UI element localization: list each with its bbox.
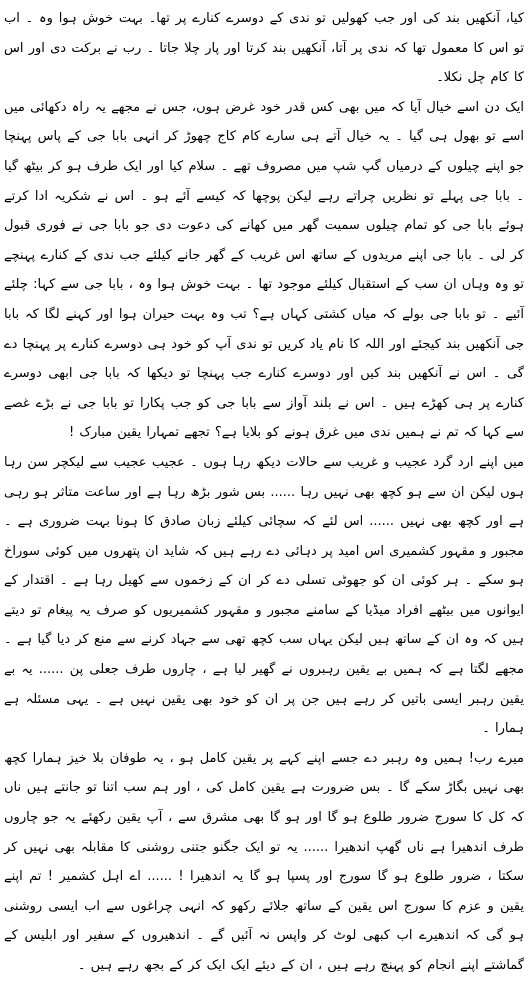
article-body <box>4 4 524 981</box>
paragraph-4: میرے رب! ہمیں وہ رہبر دے جسے اپنے کہے پر یقین کامل ہو ، یہ طوفان بلا خیز ہمارا کچھ بھی نہیں بگاڑ سکے گا ۔ بس ضرورت ہے یقین کامل کی ، اور ہم سب اتنا تو جانتے ہیں ناں کہ کل کا سورج ضرور طلوع ہو گا اور ہو گا بھی مشرق سے ، آپ یقین رکھئے یہ جو چاروں طرف اندھیرا ہے ناں گھپ اندھیرا ...... یہ تو ایک جگنو جتنی روشنی کا مقابلہ بھی نہیں کر سکتا ، ضرور طلوع ہو گا سورج اور پسپا ہو گا یہ اندھیرا ! ...... اے اہل کشمیر ! تم اپنے یقین و عزم کا سورج اس یقین کے ساتھ جلائے رکھو کہ انہی چراغوں سے اب ایسی روشنی ہو گی کہ اندھیرے اب کبھی لوٹ کر واپس نہ آئیں گے ۔ اندھیروں کے سفیر اور ابلیس کے گماشتے اپنے انجام کو پہنچ رہے ہیں ، ان کے دیئے ایک ایک کر کے بجھ رہے ہیں ۔ <box>4 750 524 973</box>
paragraph-3: میں اپنے ارد گرد عجیب و غریب سے حالات دیکھ رہا ہوں ۔ عجیب عجیب سے لیکچر سن رہا ہوں لیکن ان سے ہو کچھ بھی نہیں رہا ...... بس شور بڑھ رہا ہے اور ساعت متاثر ہو رہی ہے اور کچھ بھی نہیں ...... اس لئے کہ سچائی کیلئے زبان صادق کا ہونا بہت ضروری ہے ۔ مجبور و مقہور کشمیری اس امید پر دہائی دے رہے ہیں کہ شاید ان پتھروں میں کوئی سوراخ ہو سکے ۔ ہر کوئی ان کو جھوٹی تسلی دے کر ان کے زخموں سے کھیل رہا ہے ۔ اقتدار کے ایوانوں میں بیٹھے افراد میڈیا کے سامنے مجبور و مقہور کشمیریوں کو صرف یہ پیغام تو دیتے ہیں کہ وہ ان کے ساتھ ہیں لیکن یہاں سب کچھ تھی سے جہاد کرنے سے منع کر دیا گیا ہے ۔ مجھے لگتا ہے کہ ہمیں بے یقین رہبروں نے گھیر لیا ہے ، چاروں طرف جعلی پن ...... یہ بے یقین رہبر ایسی باتیں کر رہے ہیں جن پر ان کو خود بھی یقین نہیں ہے ۔ یہی مسئلہ ہے ہمارا ۔ <box>4 454 524 737</box>
paragraph-2: ایک دن اسے خیال آیا کہ میں بھی کس قدر خود غرض ہوں، جس نے مجھے یہ راہ دکھائی میں اسے تو بھول ہی گیا ۔ یہ خیال آتے ہی سارے کام کاج چھوڑ کر انہی بابا جی کے پاس پہنچا جو اپنے چیلوں کے درمیاں گپ شپ میں مصروف تھے ۔ سلام کیا اور ایک طرف ہو کر بیٹھ گیا ۔ بابا جی پہلے تو نظریں چراتے رہے لیکن پوچھا کہ کیسے آئے ہو ۔ اس نے شکریہ ادا کرتے ہوئے بابا جی کو تمام چیلوں سمیت گھر میں کھانے کی دعوت دی جو بابا جی نے فوری قبول کر لی ۔ بابا جی اپنے مریدوں کے ساتھ اس غریب کے گھر جانے کیلئے جب ندی کے کنارے پہنچے تو وہ وہاں ان سب کے استقبال کیلئے موجود تھا ۔ بہت خوش ہوا وہ ، بابا جی سے کہا: چلئے آئیے ۔ تو بابا جی بولے کہ میاں کشتی کہاں ہے؟ تب وہ بہت حیران ہوا اور کہنے لگا کہ بابا جی آنکھیں بند کیجئے اور اللہ کا نام یاد کریں تو ندی آپ کو خود ہی دوسرے کنارے پر پہنچا دے گی ۔ اس نے آنکھیں بند کیں اور دوسرے کنارے جب پہنچا تو دیکھا کہ بابا جی ابھی دوسرے کنارے پر ہی کھڑے ہیں ۔ اس نے بلند آواز سے بابا جی کو جب پکارا تو بابا جی نے بڑے غصے سے کہا کہ تم نے ہمیں ندی میں غرق ہونے کو بلایا ہے؟ تجھے تمہارا یقین مبارک ! <box>4 99 524 441</box>
paragraph-1: کیا، آنکھیں بند کی اور جب کھولیں تو ندی کے دوسرے کنارے پر تھا۔ بہت خوش ہوا وہ ۔ اب تو اس کا معمول تھا کہ ندی پر آتا، آنکھیں بند کرتا اور پار چلا جاتا ۔ رب نے برکت دی اور اس کا کام چل نکلا۔ <box>4 11 524 86</box>
